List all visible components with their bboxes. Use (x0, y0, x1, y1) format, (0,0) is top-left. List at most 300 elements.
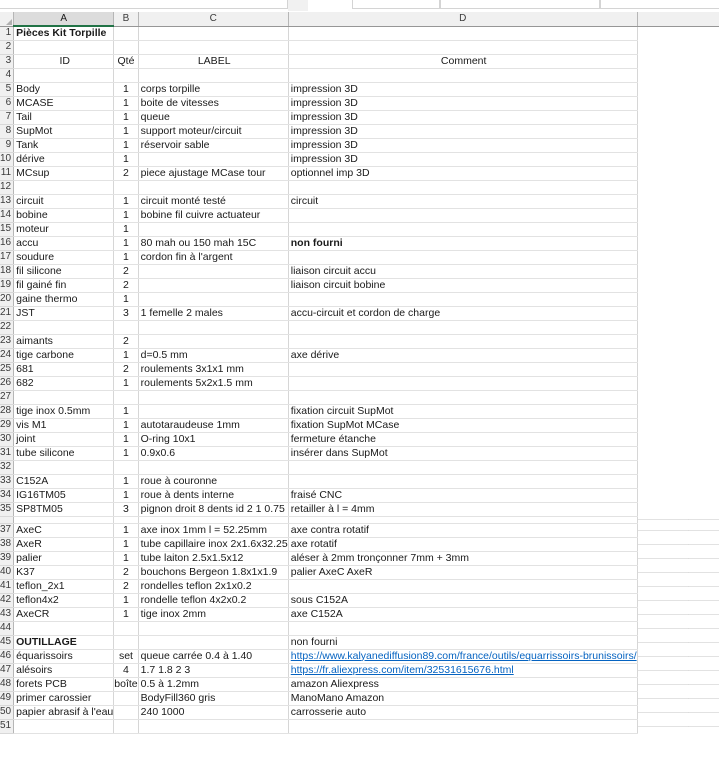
cell-C40[interactable] (138, 565, 288, 579)
row-header-45[interactable]: 45 (0, 635, 14, 649)
cell-D32[interactable] (288, 460, 637, 474)
cell-D49[interactable] (288, 691, 637, 705)
row-header-17[interactable]: 17 (0, 250, 14, 264)
row-header-40[interactable]: 40 (0, 565, 14, 579)
cell-C17[interactable] (138, 250, 288, 264)
column-header-d[interactable]: D (288, 12, 637, 26)
cell-B17[interactable] (114, 250, 138, 264)
cell-C41[interactable] (138, 579, 288, 593)
cell-C24[interactable] (138, 348, 288, 362)
row-header-44[interactable]: 44 (0, 621, 14, 635)
cell-D17[interactable] (288, 250, 637, 264)
cell-B7[interactable] (114, 110, 138, 124)
cell-B34[interactable] (114, 488, 138, 502)
cell-B18[interactable] (114, 264, 138, 278)
cell-A43[interactable] (14, 607, 114, 621)
spreadsheet-grid[interactable] (0, 12, 719, 768)
column-header-c[interactable]: C (138, 12, 288, 26)
column-header-a[interactable]: A (14, 12, 114, 26)
table-row[interactable] (0, 250, 719, 264)
table-row[interactable] (0, 579, 719, 593)
table-row[interactable] (0, 334, 719, 348)
cell-C44[interactable] (138, 621, 288, 635)
cell-B28[interactable] (114, 404, 138, 418)
cell-B44[interactable] (114, 621, 138, 635)
row-header-51[interactable]: 51 (0, 719, 14, 733)
row-header-46[interactable]: 46 (0, 649, 14, 663)
table-row[interactable] (0, 68, 719, 82)
cell-B9[interactable] (114, 138, 138, 152)
row-header-24[interactable]: 24 (0, 348, 14, 362)
table-row[interactable] (0, 460, 719, 474)
table-row[interactable] (0, 719, 719, 733)
cell-A38[interactable] (14, 537, 114, 551)
table-row[interactable] (0, 82, 719, 96)
table-row[interactable] (0, 26, 719, 40)
row-header-5[interactable]: 5 (0, 82, 14, 96)
cell-D9[interactable] (288, 138, 637, 152)
row-header-36[interactable] (0, 516, 14, 523)
cell-A23[interactable] (14, 334, 114, 348)
cell-A1[interactable] (14, 26, 114, 40)
cell-C6[interactable] (138, 96, 288, 110)
cell-D43[interactable] (288, 607, 637, 621)
row-header-47[interactable]: 47 (0, 663, 14, 677)
cell-A40[interactable] (14, 565, 114, 579)
cell-D20[interactable] (288, 292, 637, 306)
cell-C16[interactable] (138, 236, 288, 250)
cell-D15[interactable] (288, 222, 637, 236)
cell-D31[interactable] (288, 446, 637, 460)
cell-D8[interactable] (288, 124, 637, 138)
cell-C15[interactable] (138, 222, 288, 236)
cell-D26[interactable] (288, 376, 637, 390)
cell-A13[interactable] (14, 194, 114, 208)
row-header-39[interactable]: 39 (0, 551, 14, 565)
cell-C5[interactable] (138, 82, 288, 96)
cell-D47[interactable] (288, 663, 637, 677)
cell-A10[interactable] (14, 152, 114, 166)
row-header-1[interactable]: 1 (0, 26, 14, 40)
table-row[interactable] (0, 691, 719, 705)
cell-B38[interactable] (114, 537, 138, 551)
cell-D12[interactable] (288, 180, 637, 194)
cell-D27[interactable] (288, 390, 637, 404)
cell-C4[interactable] (138, 68, 288, 82)
cell-C25[interactable] (138, 362, 288, 376)
row-header-9[interactable]: 9 (0, 138, 14, 152)
cell-C30[interactable] (138, 432, 288, 446)
cell-A12[interactable] (14, 180, 114, 194)
cell-A21[interactable] (14, 306, 114, 320)
cell-B42[interactable] (114, 593, 138, 607)
cell-D30[interactable] (288, 432, 637, 446)
cell-B26[interactable] (114, 376, 138, 390)
row-header-42[interactable]: 42 (0, 593, 14, 607)
cell-B45[interactable] (114, 635, 138, 649)
cell-A24[interactable] (14, 348, 114, 362)
cell-A41[interactable] (14, 579, 114, 593)
table-row[interactable] (0, 376, 719, 390)
cell-B23[interactable] (114, 334, 138, 348)
table-row[interactable] (0, 677, 719, 691)
cell-D42[interactable] (288, 593, 637, 607)
row-header-23[interactable]: 23 (0, 334, 14, 348)
cell-D23[interactable] (288, 334, 637, 348)
row-header-12[interactable]: 12 (0, 180, 14, 194)
cell-A37[interactable] (14, 523, 114, 537)
cell-D44[interactable] (288, 621, 637, 635)
cell-C32[interactable] (138, 460, 288, 474)
cell-A48[interactable] (14, 677, 114, 691)
cell-B5[interactable] (114, 82, 138, 96)
cell-C51[interactable] (138, 719, 288, 733)
cell-C47[interactable] (138, 663, 288, 677)
table-row[interactable] (0, 222, 719, 236)
table-row[interactable] (0, 621, 719, 635)
cell-D51[interactable] (288, 719, 637, 733)
cell-C11[interactable] (138, 166, 288, 180)
cell-D3[interactable] (288, 54, 637, 68)
table-row[interactable] (0, 432, 719, 446)
cell-B25[interactable] (114, 362, 138, 376)
cell-D18[interactable] (288, 264, 637, 278)
cell-C43[interactable] (138, 607, 288, 621)
cell-B8[interactable] (114, 124, 138, 138)
cell-A8[interactable] (14, 124, 114, 138)
cell-D11[interactable] (288, 166, 637, 180)
row-header-50[interactable]: 50 (0, 705, 14, 719)
cell-A17[interactable] (14, 250, 114, 264)
cell-B47[interactable] (114, 663, 138, 677)
row-header-38[interactable]: 38 (0, 537, 14, 551)
cell-C31[interactable] (138, 446, 288, 460)
cell-A42[interactable] (14, 593, 114, 607)
cell-C48[interactable] (138, 677, 288, 691)
cell-C1[interactable] (138, 26, 288, 40)
cell-A50[interactable] (14, 705, 114, 719)
cell-B41[interactable] (114, 579, 138, 593)
table-row[interactable] (0, 649, 719, 663)
cell-B37[interactable] (114, 523, 138, 537)
cell-A6[interactable] (14, 96, 114, 110)
cell-B43[interactable] (114, 607, 138, 621)
row-header-32[interactable]: 32 (0, 460, 14, 474)
row-header-14[interactable]: 14 (0, 208, 14, 222)
row-header-26[interactable]: 26 (0, 376, 14, 390)
table-row[interactable] (0, 40, 719, 54)
row-header-2[interactable]: 2 (0, 40, 14, 54)
row-header-33[interactable]: 33 (0, 474, 14, 488)
select-all-corner[interactable] (0, 12, 14, 26)
cell-B49[interactable] (114, 691, 138, 705)
table-row[interactable] (0, 208, 719, 222)
cell-B16[interactable] (114, 236, 138, 250)
cell-D6[interactable] (288, 96, 637, 110)
cell-B51[interactable] (114, 719, 138, 733)
cell-C27[interactable] (138, 390, 288, 404)
cell-B20[interactable] (114, 292, 138, 306)
row-header-41[interactable]: 41 (0, 579, 14, 593)
cell-C33[interactable] (138, 474, 288, 488)
cell-A46[interactable] (14, 649, 114, 663)
cell-D29[interactable] (288, 418, 637, 432)
cell-C18[interactable] (138, 264, 288, 278)
cell-D2[interactable] (288, 40, 637, 54)
table-row[interactable] (0, 705, 719, 719)
row-header-22[interactable]: 22 (0, 320, 14, 334)
cell-B1[interactable] (114, 26, 138, 40)
cell-A31[interactable] (14, 446, 114, 460)
cell-D1[interactable] (288, 26, 637, 40)
cell-C50[interactable] (138, 705, 288, 719)
row-header-3[interactable]: 3 (0, 54, 14, 68)
cell-A26[interactable] (14, 376, 114, 390)
row-header-10[interactable]: 10 (0, 152, 14, 166)
cell-A11[interactable] (14, 166, 114, 180)
table-row[interactable] (0, 474, 719, 488)
cell-D40[interactable] (288, 565, 637, 579)
cell-C28[interactable] (138, 404, 288, 418)
table-row[interactable] (0, 278, 719, 292)
cell-D35[interactable] (288, 502, 637, 516)
cell-B32[interactable] (114, 460, 138, 474)
row-header-16[interactable]: 16 (0, 236, 14, 250)
cell-D46[interactable] (288, 649, 637, 663)
cell-C23[interactable] (138, 334, 288, 348)
cell-D13[interactable] (288, 194, 637, 208)
cell-B31[interactable] (114, 446, 138, 460)
table-row[interactable] (0, 306, 719, 320)
cell-B10[interactable] (114, 152, 138, 166)
row-header-37[interactable]: 37 (0, 523, 14, 537)
row-header-49[interactable]: 49 (0, 691, 14, 705)
table-row[interactable] (0, 537, 719, 551)
cell-A32[interactable] (14, 460, 114, 474)
row-header-15[interactable]: 15 (0, 222, 14, 236)
cell-B19[interactable] (114, 278, 138, 292)
cell-C3[interactable] (138, 54, 288, 68)
cell-A44[interactable] (14, 621, 114, 635)
row-header-4[interactable]: 4 (0, 68, 14, 82)
table-row[interactable] (0, 362, 719, 376)
cell-A33[interactable] (14, 474, 114, 488)
row-header-27[interactable]: 27 (0, 390, 14, 404)
table-row[interactable] (0, 180, 719, 194)
cell-D48[interactable] (288, 677, 637, 691)
cell-B27[interactable] (114, 390, 138, 404)
cell-D21[interactable] (288, 306, 637, 320)
cell-D39[interactable] (288, 551, 637, 565)
cell-A30[interactable] (14, 432, 114, 446)
cell-B50[interactable] (114, 705, 138, 719)
cell-A4[interactable] (14, 68, 114, 82)
cell-B2[interactable] (114, 40, 138, 54)
cell-C34[interactable] (138, 488, 288, 502)
table-row[interactable] (0, 152, 719, 166)
table-row[interactable] (0, 390, 719, 404)
cell-A34[interactable] (14, 488, 114, 502)
table-row[interactable] (0, 446, 719, 460)
table-row[interactable] (0, 348, 719, 362)
row-header-25[interactable]: 25 (0, 362, 14, 376)
cell-B21[interactable] (114, 306, 138, 320)
cell-C45[interactable] (138, 635, 288, 649)
cell-B40[interactable] (114, 565, 138, 579)
cell-B36[interactable] (114, 516, 138, 523)
cell-A7[interactable] (14, 110, 114, 124)
cell-C36[interactable] (138, 516, 288, 523)
cell-B29[interactable] (114, 418, 138, 432)
table-row[interactable] (0, 663, 719, 677)
cell-D22[interactable] (288, 320, 637, 334)
row-header-29[interactable]: 29 (0, 418, 14, 432)
cell-A5[interactable] (14, 82, 114, 96)
cell-D36[interactable] (288, 516, 637, 523)
table-row[interactable] (0, 124, 719, 138)
cell-A19[interactable] (14, 278, 114, 292)
cell-B11[interactable] (114, 166, 138, 180)
cell-D4[interactable] (288, 68, 637, 82)
cell-D38[interactable] (288, 537, 637, 551)
row-header-13[interactable]: 13 (0, 194, 14, 208)
cell-D37[interactable] (288, 523, 637, 537)
cell-B30[interactable] (114, 432, 138, 446)
cell-B15[interactable] (114, 222, 138, 236)
cell-A49[interactable] (14, 691, 114, 705)
cell-D34[interactable] (288, 488, 637, 502)
cell-C8[interactable] (138, 124, 288, 138)
cell-B4[interactable] (114, 68, 138, 82)
cell-A18[interactable] (14, 264, 114, 278)
cell-C12[interactable] (138, 180, 288, 194)
cell-B48[interactable] (114, 677, 138, 691)
cell-D50[interactable] (288, 705, 637, 719)
cell-D10[interactable] (288, 152, 637, 166)
cell-C38[interactable] (138, 537, 288, 551)
row-header-8[interactable]: 8 (0, 124, 14, 138)
row-header-43[interactable]: 43 (0, 607, 14, 621)
table-row[interactable] (0, 593, 719, 607)
table-row[interactable] (0, 418, 719, 432)
table-row[interactable] (0, 551, 719, 565)
cell-C10[interactable] (138, 152, 288, 166)
row-header-34[interactable]: 34 (0, 488, 14, 502)
cell-D28[interactable] (288, 404, 637, 418)
column-header-b[interactable]: B (114, 12, 138, 26)
row-header-48[interactable]: 48 (0, 677, 14, 691)
cell-A47[interactable] (14, 663, 114, 677)
row-header-11[interactable]: 11 (0, 166, 14, 180)
column-header-row[interactable] (0, 12, 719, 26)
table-row[interactable] (0, 502, 719, 516)
cell-A2[interactable] (14, 40, 114, 54)
sheet-table[interactable] (0, 12, 719, 734)
row-header-20[interactable]: 20 (0, 292, 14, 306)
cell-C13[interactable] (138, 194, 288, 208)
cell-C35[interactable] (138, 502, 288, 516)
cell-C49[interactable] (138, 691, 288, 705)
table-row[interactable] (0, 166, 719, 180)
cell-C22[interactable] (138, 320, 288, 334)
cell-C19[interactable] (138, 278, 288, 292)
cell-D14[interactable] (288, 208, 637, 222)
cell-A15[interactable] (14, 222, 114, 236)
sheet-body[interactable] (0, 26, 719, 733)
table-row[interactable] (0, 516, 719, 523)
cell-A29[interactable] (14, 418, 114, 432)
table-row[interactable] (0, 523, 719, 537)
cell-A20[interactable] (14, 292, 114, 306)
cell-A36[interactable] (14, 516, 114, 523)
cell-C37[interactable] (138, 523, 288, 537)
table-row[interactable] (0, 488, 719, 502)
cell-B22[interactable] (114, 320, 138, 334)
table-row[interactable] (0, 194, 719, 208)
cell-D7[interactable] (288, 110, 637, 124)
cell-A25[interactable] (14, 362, 114, 376)
cell-A22[interactable] (14, 320, 114, 334)
cell-B6[interactable] (114, 96, 138, 110)
table-row[interactable] (0, 236, 719, 250)
cell-D45[interactable] (288, 635, 637, 649)
cell-C9[interactable] (138, 138, 288, 152)
cell-D19[interactable] (288, 278, 637, 292)
table-row[interactable] (0, 565, 719, 579)
cell-A39[interactable] (14, 551, 114, 565)
cell-B35[interactable] (114, 502, 138, 516)
table-row[interactable] (0, 110, 719, 124)
row-header-28[interactable]: 28 (0, 404, 14, 418)
cell-B14[interactable] (114, 208, 138, 222)
table-row[interactable] (0, 54, 719, 68)
cell-B39[interactable] (114, 551, 138, 565)
cell-B12[interactable] (114, 180, 138, 194)
cell-B33[interactable] (114, 474, 138, 488)
cell-B24[interactable] (114, 348, 138, 362)
cell-D25[interactable] (288, 362, 637, 376)
table-row[interactable] (0, 292, 719, 306)
cell-A3[interactable] (14, 54, 114, 68)
table-row[interactable] (0, 320, 719, 334)
row-header-21[interactable]: 21 (0, 306, 14, 320)
table-row[interactable] (0, 635, 719, 649)
cell-A51[interactable] (14, 719, 114, 733)
cell-A45[interactable] (14, 635, 114, 649)
cell-D5[interactable] (288, 82, 637, 96)
row-header-18[interactable]: 18 (0, 264, 14, 278)
cell-C39[interactable] (138, 551, 288, 565)
cell-C29[interactable] (138, 418, 288, 432)
cell-C2[interactable] (138, 40, 288, 54)
cell-C14[interactable] (138, 208, 288, 222)
cell-B46[interactable] (114, 649, 138, 663)
row-header-6[interactable]: 6 (0, 96, 14, 110)
cell-D33[interactable] (288, 474, 637, 488)
table-row[interactable] (0, 607, 719, 621)
cell-A35[interactable] (14, 502, 114, 516)
row-header-35[interactable]: 35 (0, 502, 14, 516)
cell-D24[interactable] (288, 348, 637, 362)
table-row[interactable] (0, 96, 719, 110)
cell-B3[interactable] (114, 54, 138, 68)
cell-A28[interactable] (14, 404, 114, 418)
cell-A27[interactable] (14, 390, 114, 404)
row-header-31[interactable]: 31 (0, 446, 14, 460)
row-header-19[interactable]: 19 (0, 278, 14, 292)
cell-A14[interactable] (14, 208, 114, 222)
row-header-30[interactable]: 30 (0, 432, 14, 446)
